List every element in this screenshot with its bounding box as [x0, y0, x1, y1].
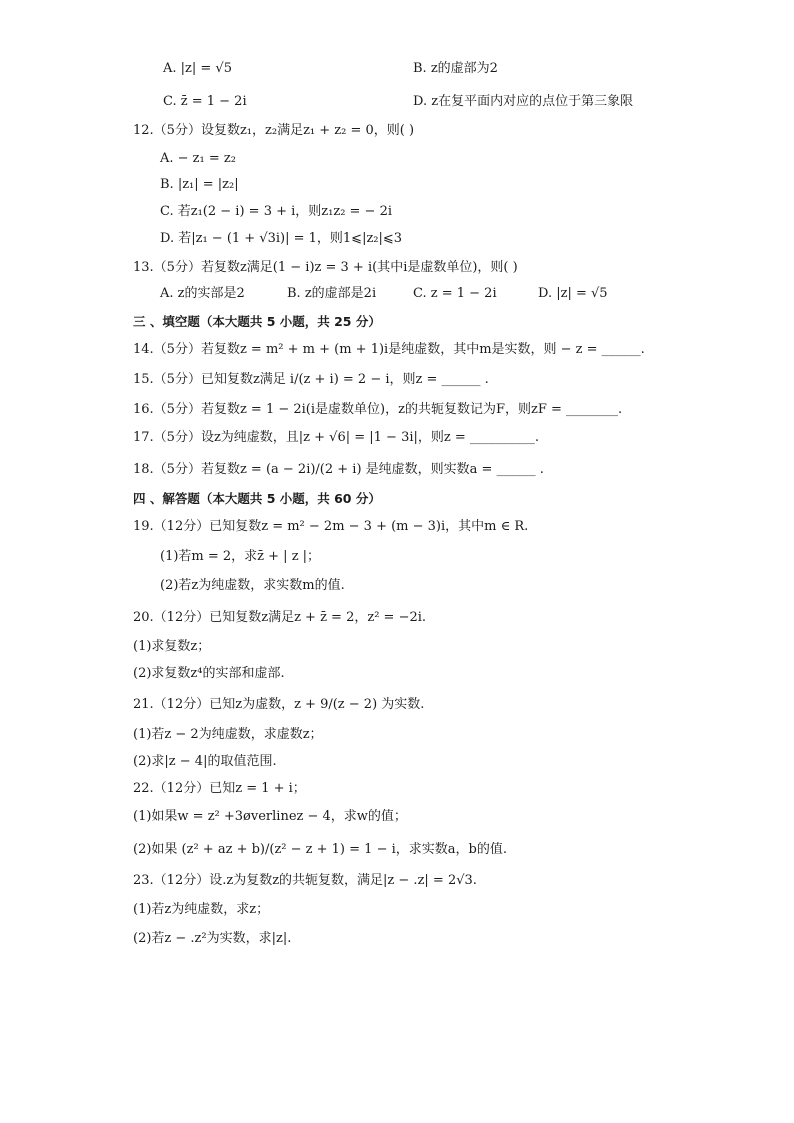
q11-option-b: B. z的虚部为2: [413, 61, 498, 76]
section-heading-answers: 四 、解答题（本大题共 5 小题，共 60 分）: [133, 491, 381, 506]
q22-stem: 22.（12分）已知z = 1 + i；: [133, 781, 306, 796]
q18-text: 18.（5分）若复数z = (a − 2i)/(2 + i) 是纯虚数，则实数a = ______ .: [133, 462, 544, 477]
q12-stem: 12.（5分）设复数z₁，z₂满足z₁ + z₂ = 0，则( ): [133, 123, 415, 138]
section-heading-fill-in: 三 、填空题（本大题共 5 小题，共 25 分）: [133, 314, 381, 329]
q13-option-a: A. z的实部是2: [160, 286, 245, 301]
q21-part-1: (1)若z − 2为纯虚数，求虚数z；: [133, 727, 323, 742]
q19-stem: 19.（12分）已知复数z = m² − 2m − 3 + (m − 3)i，其中m ∈ R.: [133, 519, 529, 534]
q22-part-2: (2)如果 (z² + az + b)/(z² − z + 1) = 1 − i，求实数a，b的值.: [133, 842, 507, 857]
q21-part-2: (2)求|z − 4|的取值范围.: [133, 754, 277, 769]
q22-part-1: (1)如果w = z² +3øverlinez − 4，求w的值；: [133, 809, 407, 824]
q23-stem: 23.（12分）设.z为复数z的共轭复数，满足|z − .z| = 2√3.: [133, 873, 477, 888]
q23-part-2: (2)若z − .z²为实数，求|z|.: [133, 931, 292, 946]
q12-option-c: C. 若z₁(2 − i) = 3 + i，则z₁z₂ = − 2i: [160, 204, 393, 219]
q13-option-d: D. |z| = √5: [538, 286, 608, 301]
q11-option-a: A. |z| = √5: [163, 61, 232, 76]
q20-part-2: (2)求复数z⁴的实部和虚部.: [133, 666, 285, 681]
q13-option-c: C. z = 1 − 2i: [413, 286, 497, 301]
q15-text: 15.（5分）已知复数z满足 i/(z + i) = 2 − i，则z = ______ .: [133, 372, 489, 387]
q12-option-a: A. − z₁ = z₂: [160, 151, 236, 166]
q20-stem: 20.（12分）已知复数z满足z + z̄ = 2，z² = −2i.: [133, 610, 427, 625]
q13-option-b: B. z的虚部是2i: [287, 286, 377, 301]
q11-option-c: C. z̄ = 1 − 2i: [163, 94, 247, 109]
q13-stem: 13.（5分）若复数z满足(1 − i)z = 3 + i(其中i是虚数单位)，则( ): [133, 260, 518, 275]
q12-option-d: D. 若|z₁ − (1 + √3i)| = 1，则1⩽|z₂|⩽3: [160, 231, 403, 246]
q20-part-1: (1)求复数z；: [133, 639, 211, 654]
q19-part-1: (1)若m = 2，求z̄ + | z |；: [160, 549, 321, 564]
q19-part-2: (2)若z为纯虚数，求实数m的值.: [160, 578, 345, 593]
q11-option-d: D. z在复平面内对应的点位于第三象限: [413, 94, 634, 109]
q12-option-b: B. |z₁| = |z₂|: [160, 177, 239, 192]
q17-text: 17.（5分）设z为纯虚数，且|z + √6| = |1 − 3i|，则z = __________.: [133, 430, 540, 445]
q21-stem: 21.（12分）已知z为虚数，z + 9/(z − 2) 为实数.: [133, 697, 425, 712]
q14-text: 14.（5分）若复数z = m² + m + (m + 1)i是纯虚数，其中m是实数，则 − z = ______.: [133, 342, 645, 357]
q23-part-1: (1)若z为纯虚数，求z；: [133, 902, 270, 917]
q16-text: 16.（5分）若复数z = 1 − 2i(i是虚数单位)，z的共轭复数记为F，则zF = ________.: [133, 402, 623, 417]
